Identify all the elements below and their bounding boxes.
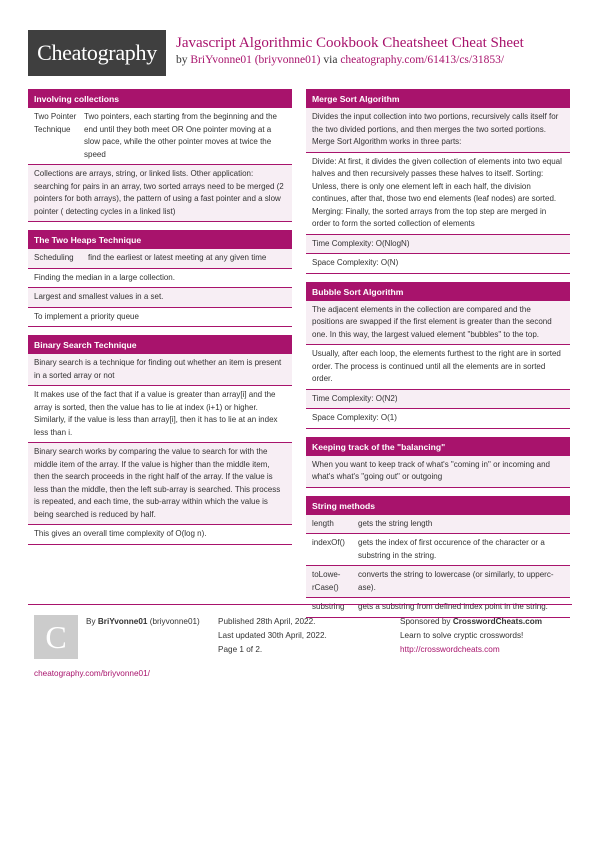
section-heading: Keeping track of the "balancing" (306, 437, 570, 456)
table-row: Time Complexity: O(NlogN) (306, 235, 570, 255)
section-heading: Merge Sort Algorithm (306, 89, 570, 108)
table-row (306, 566, 570, 598)
table-row: When you want to keep track of what's "coming in" or incoming and what's what's "going out" or outgoing (306, 456, 570, 488)
left-column (28, 89, 292, 553)
section-balancing (306, 437, 570, 488)
table-row: Usually, after each loop, the elements furthest to the right are in sorted order. The process is continued until all the elements are in sorted order. (306, 345, 570, 390)
row-key: toLowerCase() (312, 570, 341, 592)
table-row: Binary search is a technique for finding out whether an item is present in a sorted array or not (28, 354, 292, 386)
published-date: Published 28th April, 2022. (218, 617, 316, 626)
footer-by: By (86, 617, 98, 626)
sponsor-tagline: Learn to solve cryptic crosswords! (400, 631, 524, 640)
table-row: Collections are arrays, string, or linked lists. Other application: searching for pairs in an array, two sorted arrays need to be merged (2 pointers for both arrays), the pattern of using a fast pointer and a slow pointer ( detecting cycles in a linked list) (28, 165, 292, 222)
sheet-footer (28, 604, 572, 684)
table-row: This gives an overall time complexity of O(log n). (28, 525, 292, 545)
table-row (28, 249, 292, 269)
footer-profile-link[interactable]: cheatography.com/briyvonne01/ (34, 669, 150, 678)
sheet-url-link[interactable]: cheatography.com/61413/cs/31853/ (340, 54, 505, 66)
table-row: Time Complexity: O(N2) (306, 390, 570, 410)
byline (176, 54, 504, 66)
author-avatar[interactable]: C (34, 615, 78, 659)
row-value: gets a substring from defined index point in the string. (358, 602, 548, 611)
updated-date: Last updated 30th April, 2022. (218, 631, 327, 640)
section-heading: Involving collections (28, 89, 292, 108)
footer-handle: (briyvonne01) (147, 617, 200, 626)
section-two-heaps (28, 230, 292, 327)
section-heading: String methods (306, 496, 570, 515)
sponsored-by: Sponsored by (400, 617, 453, 626)
section-string-methods (306, 496, 570, 618)
section-heading: Binary Search Technique (28, 335, 292, 354)
page-title: Javascript Algorithmic Cookbook Cheatsheet Cheat Sheet (176, 35, 524, 51)
row-value: gets the index of first occurence of the character or a substring in the string. (358, 538, 545, 560)
table-row (28, 108, 292, 165)
section-binary-search (28, 335, 292, 545)
sponsor-url-link[interactable]: http://crosswordcheats.com (400, 645, 500, 654)
sponsor-line (400, 615, 570, 629)
section-heading: Bubble Sort Algorithm (306, 282, 570, 301)
table-row (306, 534, 570, 566)
footer-author-link[interactable]: BriYvonne01 (97, 617, 148, 626)
row-value: find the earliest or latest meeting at any given time (88, 253, 267, 262)
sheet-header (28, 30, 572, 76)
table-row: Largest and smallest values in a set. (28, 288, 292, 308)
row-value: gets the string length (358, 518, 433, 528)
right-column (306, 89, 570, 626)
row-key: length (312, 518, 334, 528)
section-bubble-sort (306, 282, 570, 429)
table-row: Divide: At first, it divides the given collection of elements into two equal halves and then recursively passes these halves to itself. Sorting: Unless, there is only one element left in each half, the division continues, after that, those two end elements (leaf nodes) are sorted. Merging: Finally, the sorted arrays from the top step are merged in order to form the sorted collection of elements (306, 153, 570, 235)
section-collections (28, 89, 292, 222)
section-merge-sort (306, 89, 570, 274)
footer-author (86, 615, 206, 629)
table-row: The adjacent elements in the collection are compared and the positions are swapped if the first element is greater than the second one. In this way, the largest valued element "bubbles" to the top. (306, 301, 570, 346)
footer-sponsor (400, 615, 570, 657)
table-row (306, 515, 570, 535)
sponsor-name[interactable]: CrosswordCheats.com (452, 617, 542, 626)
table-row: Binary search works by comparing the value to search for with the middle item of the array. If the value is higher than the middle item, then the search proceeds in the right half of the array. If the value is less than the middle, then the left sub-array is searched. This process is repeated, and each time, the sub-array within which the value is being searched is reduced by half. (28, 443, 292, 525)
section-heading: The Two Heaps Technique (28, 230, 292, 249)
table-row: Space Complexity: O(N) (306, 254, 570, 274)
table-row: Divides the input collection into two portions, recursively calls itself for the two divided portions, and then merges the two sorted portions. Merge Sort Algorithm works in three parts: (306, 108, 570, 153)
byline-by: by (176, 54, 191, 66)
row-key: Scheduling (34, 253, 74, 262)
table-row: Finding the median in a large collection. (28, 269, 292, 289)
table-row: To implement a priority queue (28, 308, 292, 328)
table-row: It makes use of the fact that if a value is greater than array[i] and the array is sorted, then the value has to lie at index (i+1) or higher. Similarly, if the value is less than array[i], then it has to lie at an index less than i. (28, 386, 292, 443)
row-key: indexOf() (312, 538, 345, 547)
page-number: Page 1 of 2. (218, 645, 263, 654)
row-key: substring (312, 602, 345, 611)
byline-via: via (320, 54, 341, 66)
footer-dates (218, 615, 378, 657)
row-value: Two pointers, each starting from the beginning and the end until they both meet OR One pointer moving at a slow pace, while the other pointer moves at twice the speed (84, 112, 278, 159)
row-key: Two Pointer Technique (34, 112, 77, 134)
author-link[interactable]: BriYvonne01 (briyvonne01) (190, 54, 321, 66)
table-row: Space Complexity: O(1) (306, 409, 570, 429)
row-value: converts the string to lowercase (or similarly, to uppercase). (358, 570, 554, 592)
cheatography-logo[interactable]: Cheatography (28, 30, 166, 76)
